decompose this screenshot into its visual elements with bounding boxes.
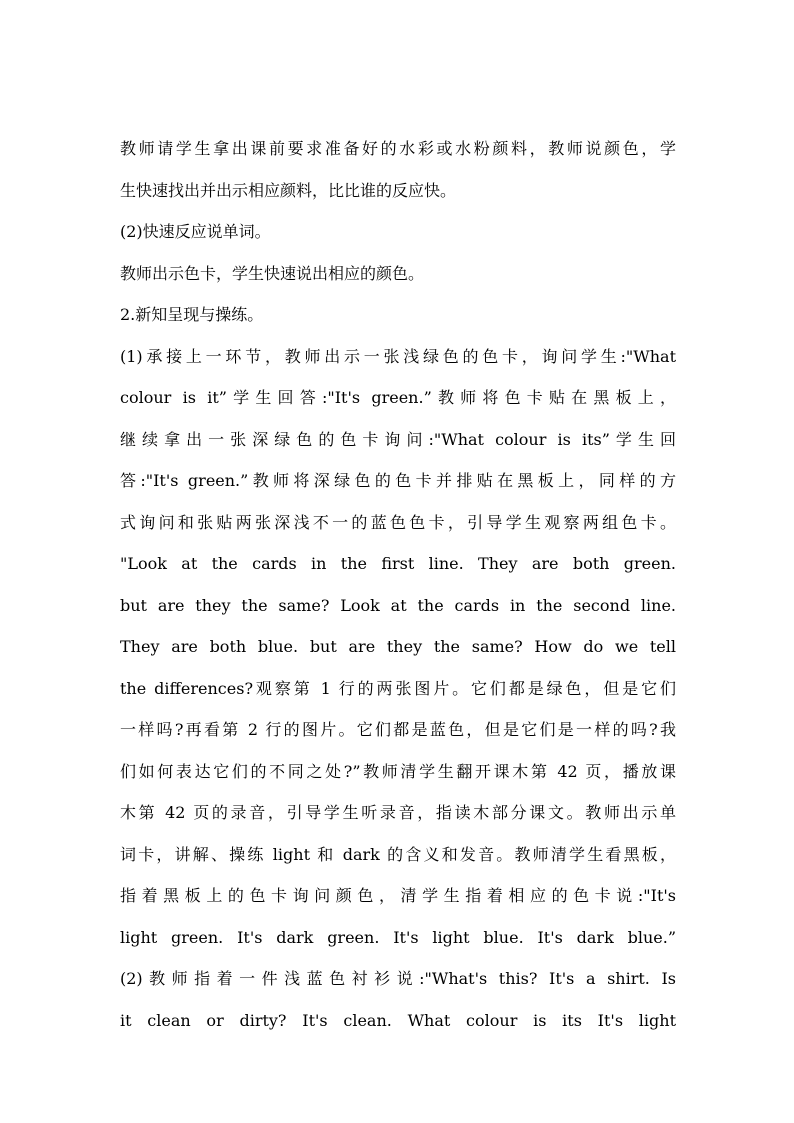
text-line: 木第 42 页的录音，引导学生听录音，指读木部分课文。教师出示单 <box>120 803 676 822</box>
text-line: "Look at the cards in the first line. They are both green. <box>120 554 676 573</box>
text-line: 式询问和张贴两张深浅不一的蓝色色卡，引导学生观察两组色卡。 <box>120 512 676 532</box>
text-line: it clean or dirty? It's clean. What colour is its It's light <box>120 1010 676 1030</box>
text-line: 教师请学生拿出课前要求准备好的水彩或水粉颜料，教师说颜色，学 <box>120 139 676 158</box>
text-line: (2)教师指着一件浅蓝色衬衫说:"What's this? It's a shirt. Is <box>120 969 676 988</box>
text-line: 教师出示色卡，学生快速说出相应的颜色。 <box>120 263 425 283</box>
text-line: They are both blue. but are they the same? How do we tell <box>120 637 676 656</box>
text-line: 指着黑板上的色卡询问颜色，清学生指着相应的色卡说:"It's <box>120 886 676 905</box>
text-line: 词卡，讲解、操练 light 和 dark 的含义和发音。教师清学生看黑板， <box>120 844 676 864</box>
text-line: 继续拿出一张深绿色的色卡询问:"What colour is its”学生回 <box>120 429 676 449</box>
text-line: light green. It's dark green. It's light blue. It's dark blue.” <box>120 927 676 947</box>
text-line: the differences?观察第 1 行的两张图片。它们都是绿色，但是它们 <box>120 678 676 698</box>
text-line: 2.新知呈现与操练。 <box>120 305 264 324</box>
text-line: 生快速找出并出示相应颜料，比比谁的反应快。 <box>120 180 457 200</box>
body-text <box>120 128 676 1041</box>
text-line: (2)快速反应说单词。 <box>120 222 271 241</box>
text-line: 答:"It's green.”教师将深绿色的色卡并排贴在黑板上，同样的方 <box>120 471 676 490</box>
text-line: 一样吗?再看第 2 行的图片。它们都是蓝色，但是它们是一样的吗?我 <box>120 720 676 739</box>
text-line: colour is it”学生回答:"It's green.”教师将色卡贴在黑板上， <box>120 388 676 407</box>
text-line: 们如何表达它们的不同之处?”教师清学生翻开课木第 42 页，播放课 <box>120 761 676 781</box>
text-line: (1)承接上一环节，教师出示一张浅绿色的色卡，询问学生:"What <box>120 346 676 366</box>
text-line: but are they the same? Look at the cards in the second line. <box>120 595 676 615</box>
